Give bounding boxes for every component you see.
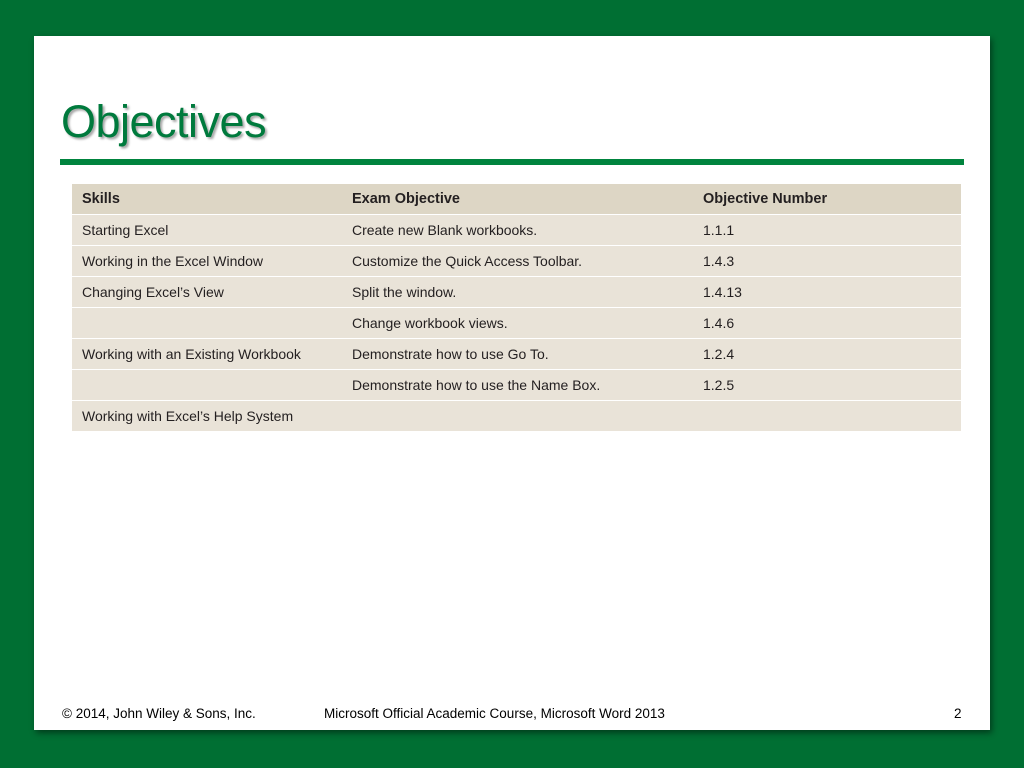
exam-objective-cell: Change workbook views.: [342, 308, 693, 339]
objective-number-cell: 1.1.1: [693, 215, 961, 246]
header-objective-number: Objective Number: [693, 184, 961, 215]
title-divider: [60, 159, 964, 165]
table-header-row: [72, 184, 961, 215]
objective-number-cell: 1.4.3: [693, 246, 961, 277]
table-row: [72, 246, 961, 277]
footer-course-title: Microsoft Official Academic Course, Microsoft Word 2013: [324, 706, 665, 721]
objective-number-cell: 1.4.13: [693, 277, 961, 308]
table-row: [72, 277, 961, 308]
exam-objective-cell: Split the window.: [342, 277, 693, 308]
objectives-table: [72, 184, 961, 431]
header-exam-objective: Exam Objective: [342, 184, 693, 215]
exam-objective-cell: [342, 401, 693, 432]
header-skills: Skills: [72, 184, 342, 215]
table-row: [72, 339, 961, 370]
exam-objective-cell: Customize the Quick Access Toolbar.: [342, 246, 693, 277]
skill-cell: [72, 370, 342, 401]
skill-cell: Working in the Excel Window: [72, 246, 342, 277]
exam-objective-cell: Demonstrate how to use Go To.: [342, 339, 693, 370]
skill-cell: Working with an Existing Workbook: [72, 339, 342, 370]
exam-objective-cell: Demonstrate how to use the Name Box.: [342, 370, 693, 401]
table-row: [72, 308, 961, 339]
table-row: [72, 401, 961, 432]
objective-number-cell: 1.4.6: [693, 308, 961, 339]
table-row: [72, 370, 961, 401]
slide-number: 2: [954, 706, 962, 721]
objective-number-cell: 1.2.4: [693, 339, 961, 370]
objective-number-cell: 1.2.5: [693, 370, 961, 401]
table-row: [72, 215, 961, 246]
skill-cell: Changing Excel’s View: [72, 277, 342, 308]
skill-cell: [72, 308, 342, 339]
exam-objective-cell: Create new Blank workbooks.: [342, 215, 693, 246]
skill-cell: Starting Excel: [72, 215, 342, 246]
slide-title: Objectives: [61, 96, 267, 147]
slide: [34, 36, 990, 730]
skill-cell: Working with Excel’s Help System: [72, 401, 342, 432]
footer-copyright: © 2014, John Wiley & Sons, Inc.: [62, 706, 256, 721]
objective-number-cell: [693, 401, 961, 432]
